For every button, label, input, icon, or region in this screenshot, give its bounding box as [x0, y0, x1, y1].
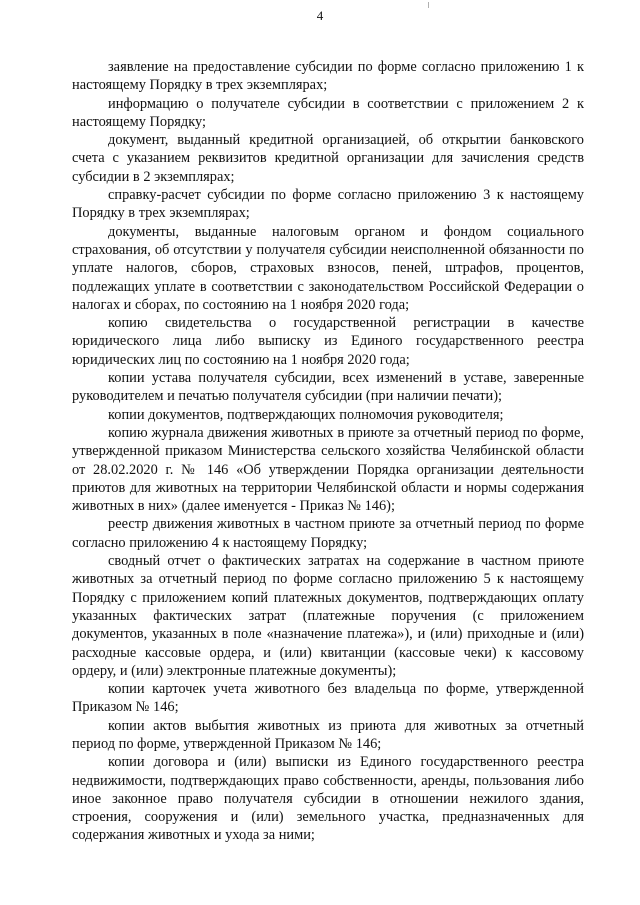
paragraph-application-form: заявление на предоставление субсидии по форме согласно приложению 1 к настоящему Порядку в трех экземплярах; [72, 59, 584, 94]
paragraph-animal-cards: копии карточек учета животного без владельца по форме, утвержденной Приказом № 146; [72, 681, 584, 716]
paragraph-expense-report: сводный отчет о фактических затратах на содержание в частном приюте животных за отчетный период по форме согласно приложению 5 к настоящему Порядку с приложением копий платежных документов, подтверждающих оплату указанных фактических затрат (платежные поручения (с приложением документов, указанных в поле «назначение платежа»), и (или) приходные и (или) расходные кассовые ордера, и (или) квитанции (кассовые чеки) к кассовому ордеру, и (или) электронные платежные документы); [72, 553, 584, 679]
paragraph-tax-documents: документы, выданные налоговым органом и фондом социального страхования, об отсутствии у получателя субсидии неисполненной обязанности по уплате налогов, сборов, страховых взносов, пеней, штрафов, процентов, подлежащих уплате в соответствии с законодательством Российской Федерации о налогах и сборах, по состоянию на 1 ноября 2020 года; [72, 223, 584, 313]
paragraph-subsidy-calculation: справку-расчет субсидии по форме согласно приложению 3 к настоящему Порядку в трех экземплярах; [72, 187, 584, 222]
paragraph-animal-registry: реестр движения животных в частном приюте за отчетный период по форме согласно приложению 4 к настоящему Порядку; [72, 516, 584, 551]
document-body [72, 58, 584, 845]
paragraph-animal-journal: копию журнала движения животных в приюте за отчетный период по форме, утвержденной приказом Министерства сельского хозяйства Челябинской области от 28.02.2020 г. № 146 «Об утверждении Порядка организации деятельности приютов для животных на территории Челябинской области и нормы содержания животных в них» (далее именуется - Приказ № 146); [72, 424, 584, 515]
paragraph-registration-certificate: копию свидетельства о государственной регистрации в качестве юридического лица либо выписку из Единого государственного реестра юридических лиц по состоянию на 1 ноября 2020 года; [72, 315, 584, 368]
scan-mark [428, 2, 429, 8]
paragraph-bank-account-document: документ, выданный кредитной организацией, об открытии банковского счета с указанием реквизитов кредитной организации для зачисления средств субсидии в 2 экземплярах; [72, 132, 584, 185]
paragraph-authority-documents: копии документов, подтверждающих полномочия руководителя; [108, 406, 504, 423]
paragraph-disposal-acts: копии актов выбытия животных из приюта для животных за отчетный период по форме, утвержденной Приказом № 146; [72, 717, 584, 752]
paragraph-recipient-info: информацию о получателе субсидии в соответствии с приложением 2 к настоящему Порядку; [72, 95, 584, 130]
paragraph-charter-copies: копии устава получателя субсидии, всех изменений в уставе, заверенные руководителем и печатью получателя субсидии (при наличии печати); [72, 370, 584, 405]
page-number: 4 [316, 8, 324, 23]
paragraph-property-rights: копии договора и (или) выписки из Единого государственного реестра недвижимости, подтверждающих право собственности, аренды, пользования либо иное законное право получателя субсидии в отношении нежилого здания, строения, сооружения и (или) земельного участка, предназначенных для содержания животных и ухода за ними; [72, 754, 584, 844]
